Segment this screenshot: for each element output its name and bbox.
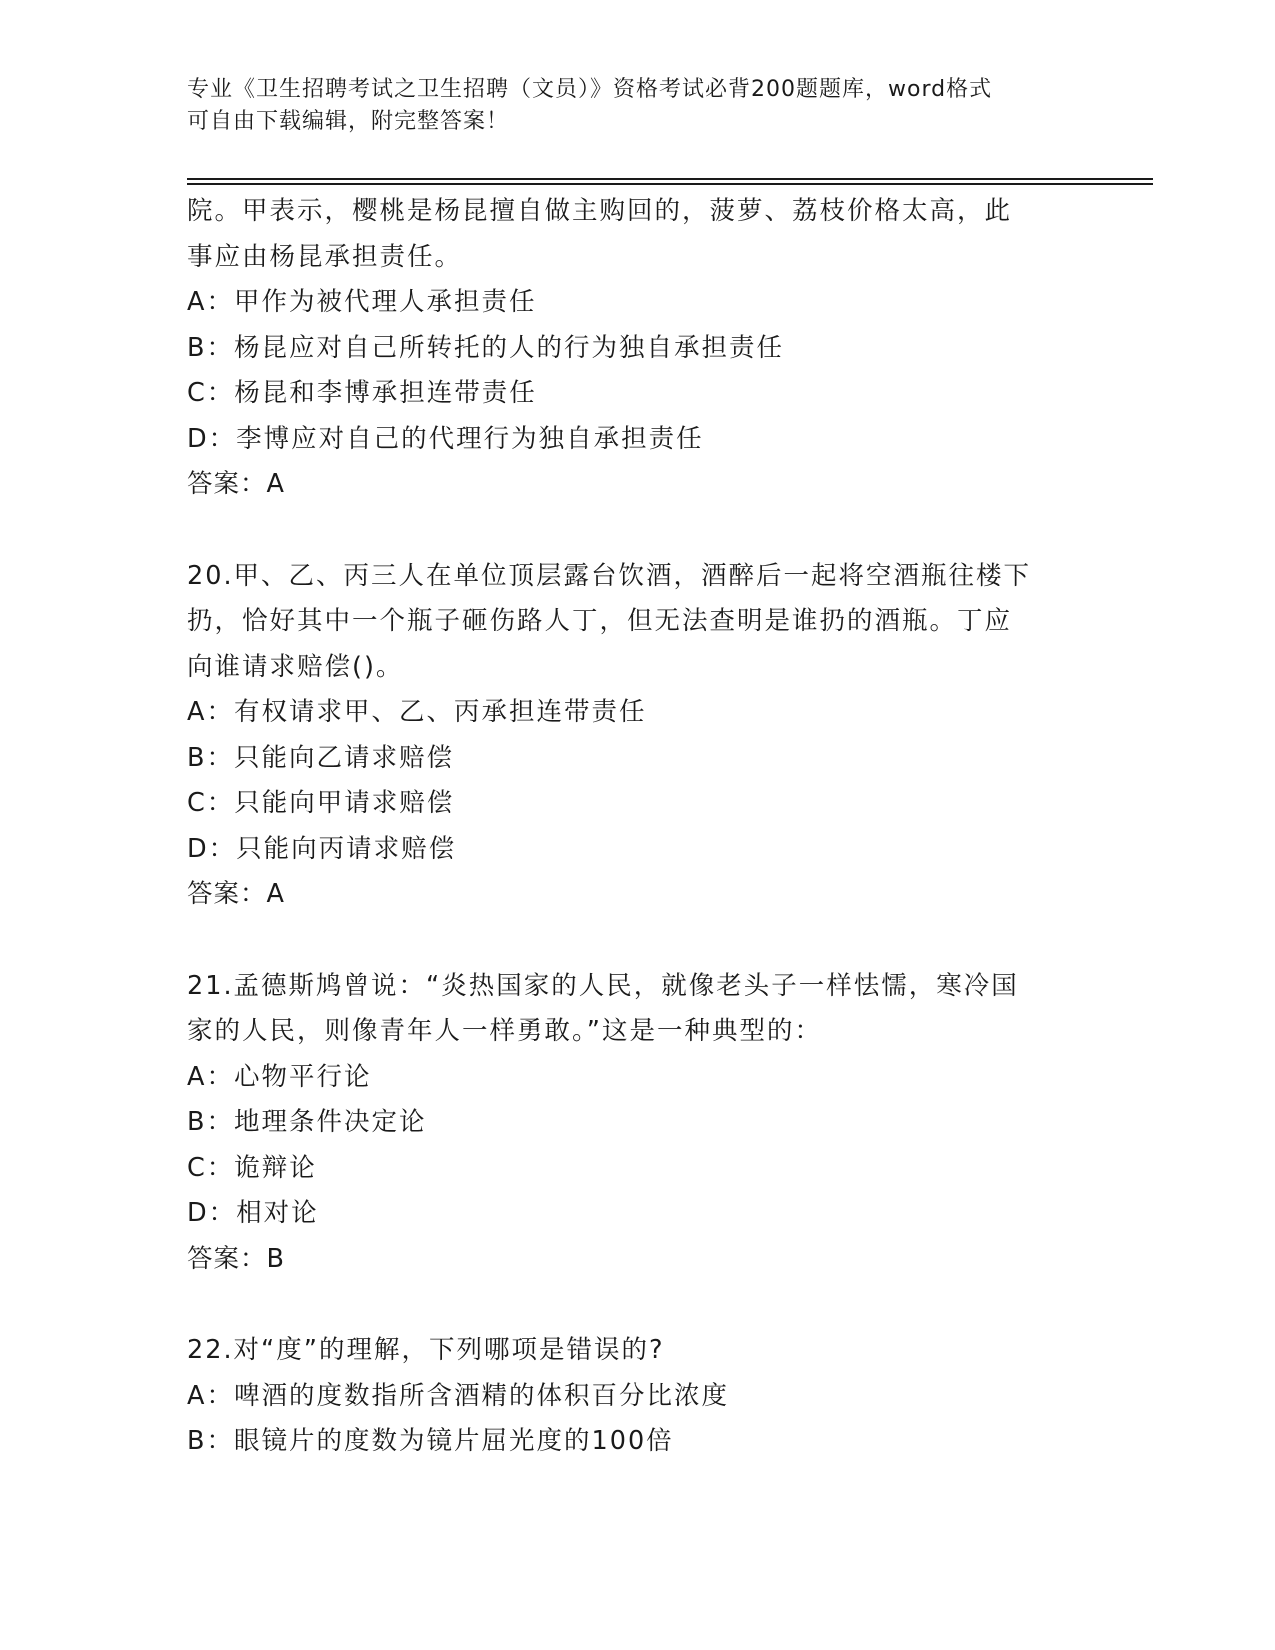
option-b: B：只能向乙请求赔偿	[187, 742, 454, 773]
spacer	[187, 1282, 1107, 1328]
header-divider-top	[187, 178, 1153, 180]
option-a: A：甲作为被代理人承担责任	[187, 287, 537, 317]
question-text: 事应由杨昆承担责任。	[187, 241, 463, 272]
option-a: A：啤酒的度数指所含酒精的体积百分比浓度	[187, 1380, 729, 1411]
option-c: C：诡辩论	[187, 1152, 317, 1183]
option-c: C：杨昆和李博承担连带责任	[187, 378, 537, 408]
answer-text: 答案：A	[187, 469, 285, 499]
option-c: C：只能向甲请求赔偿	[187, 788, 455, 818]
option-d: D：相对论	[187, 1198, 319, 1228]
spacer	[187, 508, 1107, 554]
header-divider-bottom	[187, 183, 1153, 185]
question-block	[187, 554, 1107, 918]
option-d: D：只能向丙请求赔偿	[187, 833, 457, 864]
question-text: 22.对“度”的理解，下列哪项是错误的?	[187, 1335, 665, 1365]
answer-text: 答案：B	[187, 1243, 285, 1274]
question-text: 20.甲、乙、丙三人在单位顶层露台饮酒，酒醉后一起将空酒瓶往楼下	[187, 560, 1032, 591]
question-block	[187, 964, 1107, 1283]
question-text: 家的人民，则像青年人一样勇敢。”这是一种典型的：	[187, 1016, 822, 1046]
option-d: D：李博应对自己的代理行为独自承担责任	[187, 423, 704, 454]
option-a: A：心物平行论	[187, 1061, 372, 1092]
answer-text: 答案：A	[187, 879, 285, 909]
question-text: 院。甲表示，樱桃是杨昆擅自做主购回的，菠萝、荔枝价格太高，此	[187, 196, 1013, 226]
option-b: B：地理条件决定论	[187, 1107, 427, 1137]
question-block	[187, 1328, 1107, 1465]
question-text: 向谁请求赔偿()。	[187, 651, 404, 682]
header-line-1: 专业《卫生招聘考试之卫生招聘（文员）》资格考试必背200题题库，word格式	[187, 77, 993, 102]
question-text: 21.孟德斯鸠曾说：“炎热国家的人民，就像老头子一样怯懦，寒冷国	[187, 970, 1019, 1001]
question-text: 扔，恰好其中一个瓶子砸伤路人丁，但无法查明是谁扔的酒瓶。丁应	[187, 606, 1013, 636]
question-block	[187, 189, 1107, 508]
spacer	[187, 918, 1107, 964]
header-line-2: 可自由下载编辑，附完整答案！	[187, 109, 510, 134]
option-b: B：杨昆应对自己所转托的人的行为独自承担责任	[187, 332, 784, 363]
document-header	[187, 74, 1087, 138]
question-list	[187, 189, 1107, 1465]
option-b: B：眼镜片的度数为镜片屈光度的100倍	[187, 1426, 674, 1456]
option-a: A：有权请求甲、乙、丙承担连带责任	[187, 697, 647, 727]
